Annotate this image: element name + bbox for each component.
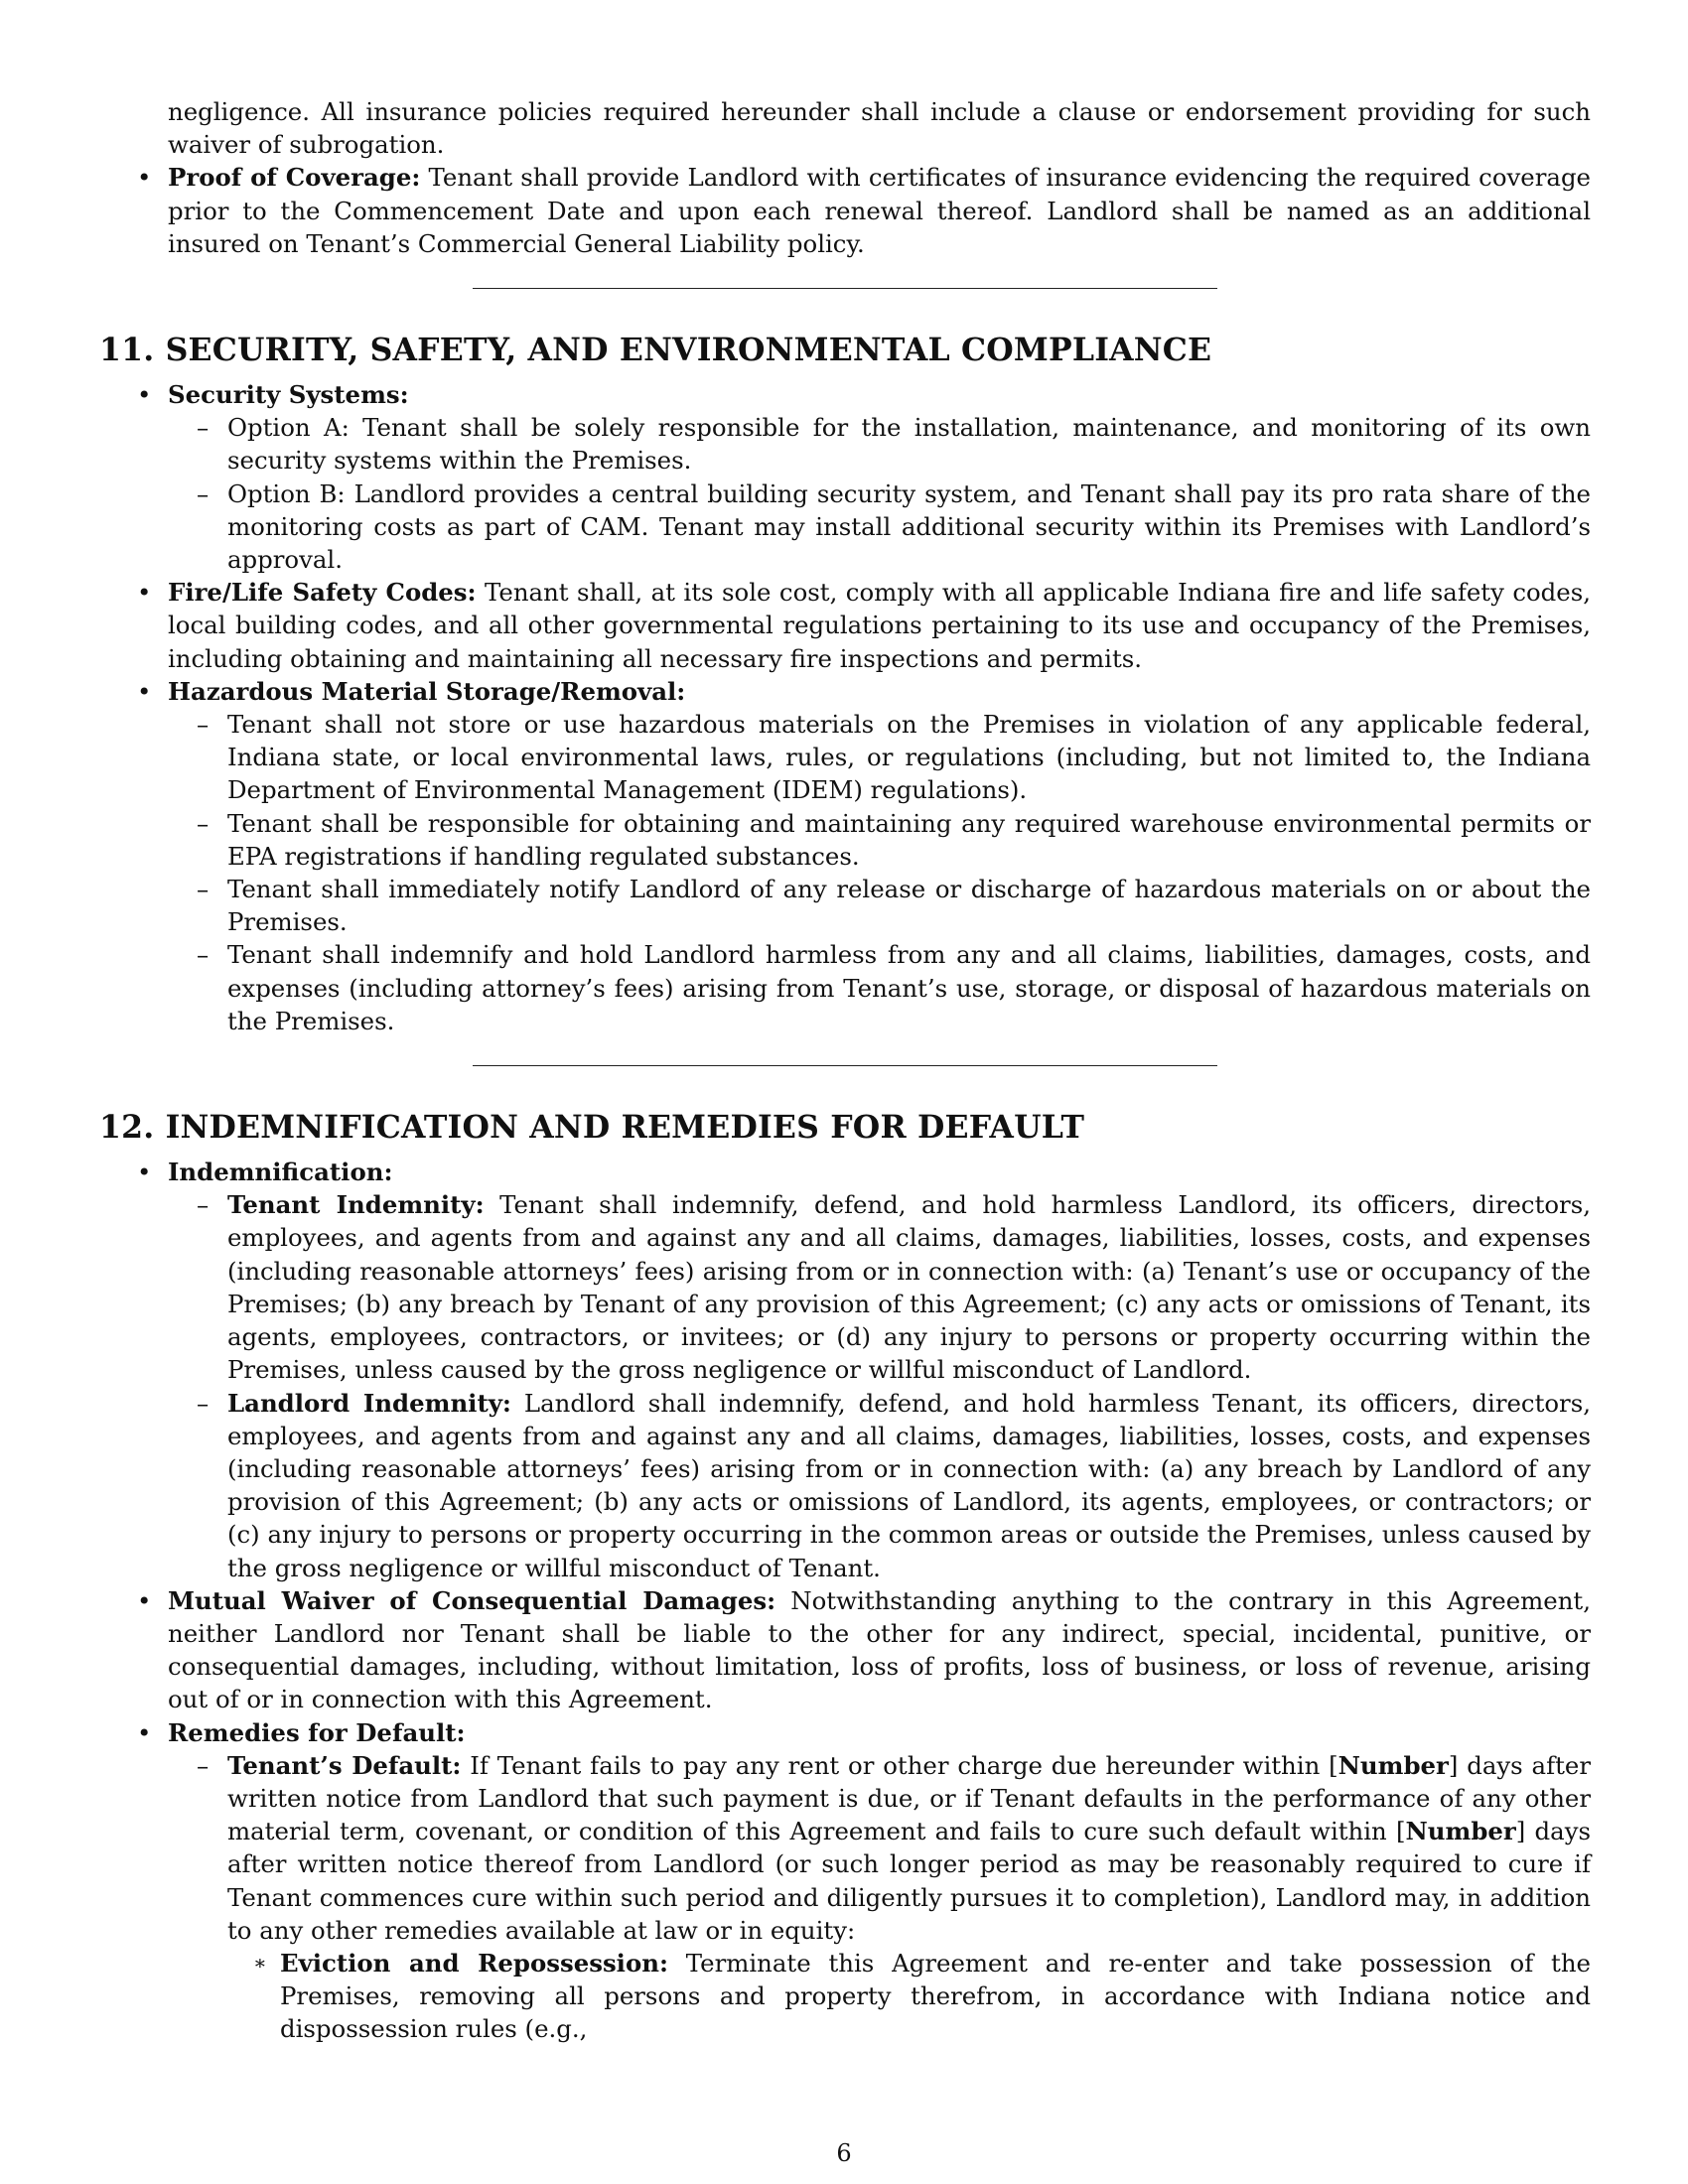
hazardous-subitem	[99, 807, 1591, 873]
indemnification-item	[99, 1156, 1591, 1188]
tenant-indemnity-item	[99, 1188, 1591, 1386]
waiver-item	[99, 1584, 1591, 1716]
landlord-indemnity-item	[99, 1387, 1591, 1584]
item-text: Option A: Tenant shall be solely responsible for the installation, maintenance, and monitoring of its own security systems within the Premises.	[227, 413, 1591, 476]
hazardous-subitem	[99, 873, 1591, 938]
item-text: Terminate this Agreement and re-enter and take possession of the Premises, removing all persons and property therefrom, in accordance with Indiana notice and dispossession rules (e.g.,	[280, 1948, 1591, 2044]
dash-icon: –	[197, 940, 210, 970]
bullet-icon: •	[137, 163, 152, 193]
item-label: Remedies for Default:	[168, 1717, 466, 1747]
dash-icon: –	[197, 710, 210, 740]
item-text: ] days after written notice thereof from Landlord (or such longer period as may be reasonably required to cure if Tenant commences cure within such period and diligently pursues it to completion), Landlord may, in addition to any other remedies available at law or in equity:	[227, 1817, 1591, 1945]
page-number: 6	[836, 2139, 852, 2167]
item-label: Security Systems:	[168, 380, 409, 410]
item-text: Tenant shall, at its sole cost, comply with all applicable Indiana fire and life safety codes, local building codes, and all other governmental regulations pertaining to its use and occupancy of the Premises, including obtaining and maintaining all necessary fire inspections and permits.	[168, 578, 1591, 673]
item-text: ] days after written notice from Landlord that such payment is due, or if Tenant defaults in the performance of any other material term, covenant, or condition of this Agreement and fails to cure such default within [	[227, 1750, 1591, 1846]
eviction-item	[99, 1947, 1591, 2046]
dash-icon: –	[197, 875, 210, 904]
item-text: Tenant shall be responsible for obtaining and maintaining any required warehouse environmental permits or EPA registrations if handling regulated substances.	[227, 808, 1591, 871]
placeholder-field: Number	[1337, 1750, 1449, 1780]
hazardous-material-item	[99, 675, 1591, 708]
dash-icon: –	[197, 808, 210, 838]
bullet-icon: •	[137, 1585, 152, 1615]
dash-icon: –	[197, 1190, 210, 1220]
bullet-icon: •	[137, 1158, 152, 1187]
dash-icon: –	[197, 413, 210, 443]
continued-paragraph: negligence. All insurance policies required hereunder shall include a clause or endorsement providing for such waiver of subrogation.	[168, 97, 1591, 160]
item-label: Tenant’s Default:	[227, 1750, 462, 1780]
document-page	[99, 95, 1591, 2046]
item-text: Tenant shall indemnify, defend, and hold harmless Landlord, its officers, directors, employees, and agents from and against any and all claims, damages, liabilities, losses, costs, and expenses (including reasonable attorneys’ fees) arising from or in connection with: (a) Tenant’s use or occupancy of the Premises; (b) any breach by Tenant of any provision of this Agreement; (c) any acts or omissions of Tenant, its agents, employees, contractors, or invitees; or (d) any injury to persons or property occurring within the Premises, unless caused by the gross negligence or willful misconduct of Landlord.	[227, 1190, 1591, 1385]
dash-icon: –	[197, 478, 210, 508]
dash-icon: –	[197, 1750, 210, 1780]
item-text: Tenant shall not store or use hazardous materials on the Premises in violation of any applicable federal, Indiana state, or local environmental laws, rules, or regulations (including, but not limited to, the Indiana Department of Environmental Management (IDEM) regulations).	[227, 710, 1591, 805]
section-heading-12: 12. INDEMNIFICATION AND REMEDIES FOR DEFAULT	[99, 1109, 1085, 1147]
item-text: Option B: Landlord provides a central building security system, and Tenant shall pay its pro rata share of the monitoring costs as part of CAM. Tenant may install additional security within its Premises with Landlord’s approval.	[227, 478, 1591, 575]
fire-safety-item	[99, 576, 1591, 675]
item-text: Tenant shall provide Landlord with certificates of insurance evidencing the required coverage prior to the Commencement Date and upon each renewal thereof. Landlord shall be named as an additional insured on Tenant’s Commercial General Liability policy.	[168, 163, 1591, 258]
dash-icon: –	[197, 1388, 210, 1418]
hazardous-subitem	[99, 708, 1591, 807]
item-label: Hazardous Material Storage/Removal:	[168, 676, 686, 706]
bullet-icon: •	[137, 380, 152, 410]
security-systems-item	[99, 378, 1591, 411]
bullet-icon: •	[137, 676, 152, 706]
item-text: Tenant shall indemnify and hold Landlord harmless from any and all claims, liabilities, damages, costs, and expenses (including attorney’s fees) arising from Tenant’s use, storage, or disposal of hazardous materials on the Premises.	[227, 940, 1591, 1035]
option-b-item	[99, 478, 1591, 577]
item-text: If Tenant fails to pay any rent or other charge due hereunder within [	[461, 1750, 1338, 1780]
section-heading-11: 11. SECURITY, SAFETY, AND ENVIRONMENTAL COMPLIANCE	[99, 332, 1212, 369]
remedies-item	[99, 1716, 1591, 1749]
item-text: Tenant shall immediately notify Landlord of any release or discharge of hazardous materials on or about the Premises.	[227, 875, 1591, 937]
tenant-default-item	[99, 1749, 1591, 1947]
placeholder-field: Number	[1405, 1817, 1516, 1846]
bullet-icon: •	[137, 1717, 152, 1747]
hazardous-subitem	[99, 938, 1591, 1037]
item-label: Tenant Indemnity:	[227, 1190, 485, 1220]
item-label: Indemnification:	[168, 1158, 393, 1187]
item-label: Eviction and Repossession:	[280, 1948, 668, 1978]
item-text: Notwithstanding anything to the contrary in this Agreement, neither Landlord nor Tenant shall be liable to the other for any indirect, special, incidental, punitive, or consequential damages, including, without limitation, loss of profits, loss of business, or loss of revenue, arising out of or in connection with this Agreement.	[168, 1585, 1591, 1714]
item-label: Proof of Coverage:	[168, 163, 421, 193]
bullet-icon: •	[137, 578, 152, 608]
item-label: Landlord Indemnity:	[227, 1388, 511, 1418]
item-label: Fire/Life Safety Codes:	[168, 578, 477, 608]
item-text: Landlord shall indemnify, defend, and hold harmless Tenant, its officers, directors, employees, and agents from and against any and all claims, damages, liabilities, losses, costs, and expenses (including reasonable attorneys’ fees) arising from or in connection with: (a) any breach by Landlord of any provision of this Agreement; (b) any acts or omissions of Landlord, its agents, employees, or contractors; or (c) any injury to persons or property occurring in the common areas or outside the Premises, unless caused by the gross negligence or willful misconduct of Tenant.	[227, 1388, 1591, 1582]
item-label: Mutual Waiver of Consequential Damages:	[168, 1585, 776, 1615]
star-icon: ∗	[253, 1950, 267, 1975]
proof-of-coverage-item	[99, 161, 1591, 260]
option-a-item	[99, 411, 1591, 477]
